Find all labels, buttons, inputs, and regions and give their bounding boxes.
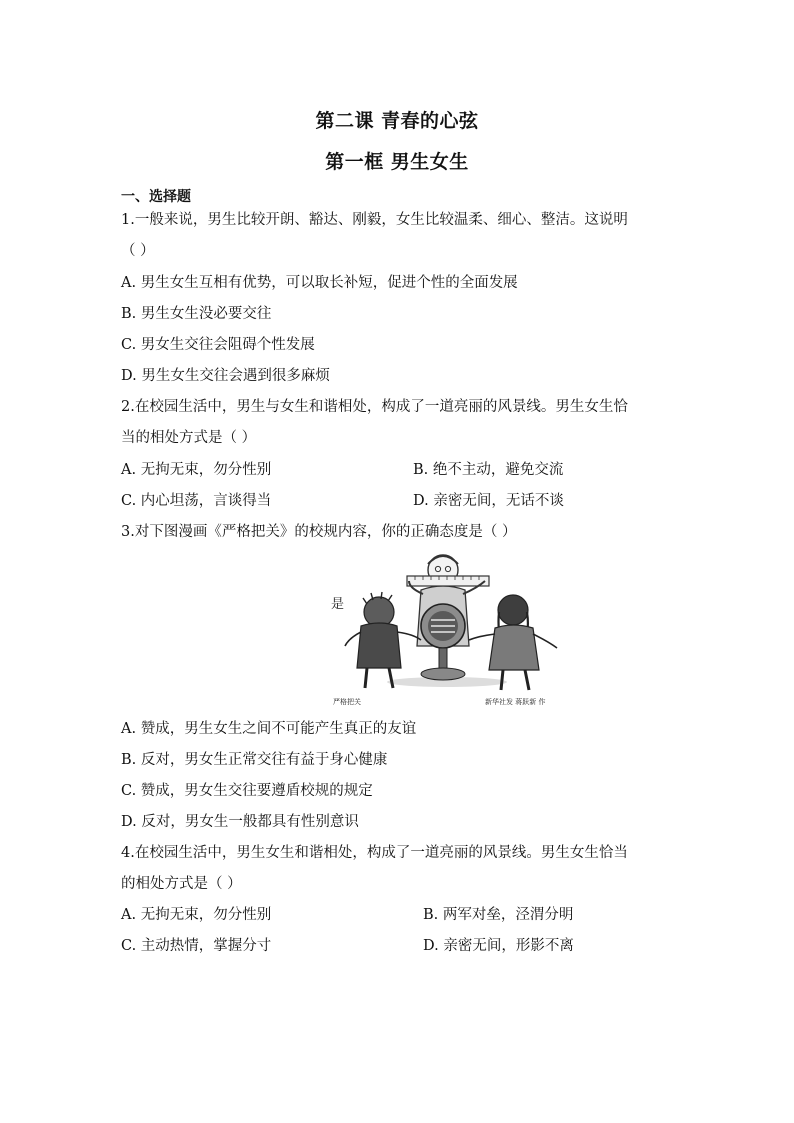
question-3-option-d: D. 反对，男女生一般都具有性别意识	[121, 814, 359, 830]
question-1-option-a: A. 男生女生互相有优势，可以取长补短，促进个性的全面发展	[121, 275, 518, 291]
question-1-option-c: C. 男女生交往会阻碍个性发展	[121, 337, 315, 353]
question-4-option-a: A. 无拘无束，勿分性别	[121, 907, 272, 923]
question-4-stem: 4.在校园生活中，男生女生和谐相处，构成了一道亮丽的风景线。男生女生恰当	[121, 845, 628, 861]
question-4-option-d: D. 亲密无间，形影不离	[423, 938, 574, 954]
question-3-option-b: B. 反对，男女生正常交往有益于身心健康	[121, 752, 388, 768]
comic-caption-right: 新华社发 蒋跃新 作	[485, 698, 546, 706]
question-1-answer-blank: （ ）	[121, 243, 155, 259]
question-2-option-d: D. 亲密无间，无话不谈	[413, 493, 564, 509]
question-1-stem: 1.一般来说，男生比较开朗、豁达、刚毅，女生比较温柔、细心、整洁。这说明	[121, 212, 628, 228]
lesson-subtitle: 第一框 男生女生	[325, 151, 469, 173]
question-2-stem: 2.在校园生活中，男生与女生和谐相处，构成了一道亮丽的风景线。男生女生恰	[121, 399, 628, 415]
question-3-option-c: C. 赞成，男女生交往要遵盾校规的规定	[121, 783, 373, 799]
question-1-option-d: D. 男生女生交往会遇到很多麻烦	[121, 368, 330, 384]
question-4-stem-cont: 的相处方式是（ ）	[121, 876, 242, 892]
lesson-title: 第二课 青春的心弦	[315, 110, 479, 132]
question-4-option-b: B. 两军对垒，泾渭分明	[423, 907, 574, 923]
girl-figure	[498, 595, 528, 625]
question-2-option-a: A. 无拘无束，勿分性别	[121, 462, 272, 478]
question-1-option-b: B. 男生女生没必要交往	[121, 306, 272, 322]
question-3-stem: 3.对下图漫画《严格把关》的校规内容，你的正确态度是（ ）	[121, 524, 517, 540]
comic-illustration	[327, 550, 567, 710]
question-2-stem-cont: 当的相处方式是（ ）	[121, 430, 257, 446]
question-2-option-c: C. 内心坦荡，言谈得当	[121, 493, 272, 509]
ruler	[407, 576, 489, 586]
question-2-option-b: B. 绝不主动，避免交流	[413, 462, 564, 478]
comic-caption-left: 严格把关	[333, 698, 361, 706]
comic-side-char: 是	[331, 597, 345, 612]
question-3-option-a: A. 赞成，男生女生之间不可能产生真正的友谊	[121, 721, 417, 737]
section-heading: 一、选择题	[121, 189, 191, 205]
question-4-option-c: C. 主动热情，掌握分寸	[121, 938, 272, 954]
